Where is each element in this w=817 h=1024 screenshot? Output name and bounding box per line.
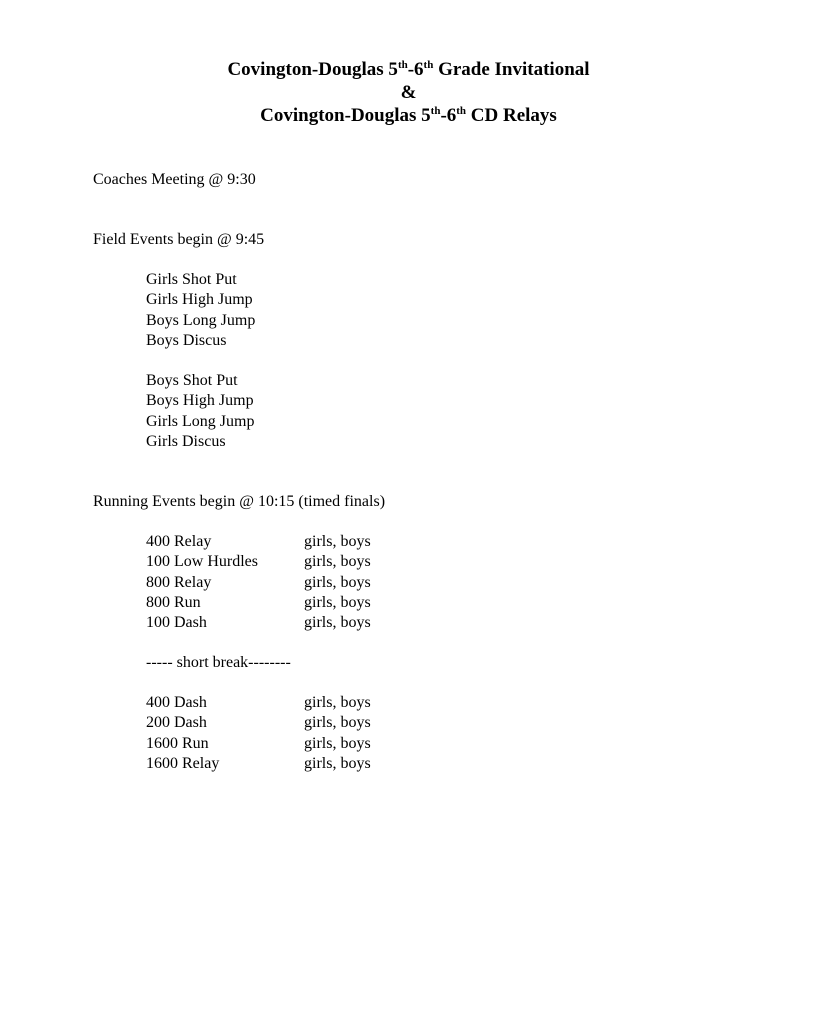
list-item bbox=[146, 573, 371, 593]
title-text: Covington-Douglas 5 bbox=[227, 59, 398, 80]
event-gender: girls, boys bbox=[304, 573, 371, 591]
list-item: Girls Shot Put bbox=[146, 271, 237, 288]
list-item bbox=[146, 552, 371, 572]
field-events-group-1 bbox=[146, 270, 255, 351]
event-gender: girls, boys bbox=[304, 614, 371, 632]
title-text: -6 bbox=[440, 105, 457, 126]
list-item bbox=[146, 593, 371, 613]
list-item bbox=[146, 713, 371, 733]
list-item: Boys Discus bbox=[146, 331, 227, 349]
list-item bbox=[146, 754, 371, 774]
event-gender: girls, boys bbox=[304, 553, 371, 571]
field-events-heading: Field Events begin @ 9:45 bbox=[93, 231, 265, 248]
list-item: Girls Discus bbox=[146, 432, 226, 450]
event-name: 800 Run bbox=[146, 593, 201, 611]
short-break-divider: ----- short break-------- bbox=[146, 654, 291, 671]
event-name: 100 Low Hurdles bbox=[146, 553, 258, 571]
superscript: th bbox=[430, 105, 441, 117]
event-gender: girls, boys bbox=[304, 754, 371, 772]
title-line-relays bbox=[0, 104, 817, 127]
running-events-heading: Running Events begin @ 10:15 (timed finals) bbox=[93, 493, 386, 510]
event-gender: girls, boys bbox=[304, 714, 371, 732]
list-item bbox=[146, 693, 371, 713]
running-events-group-2 bbox=[146, 693, 371, 774]
title-line-invitational bbox=[0, 58, 817, 81]
event-name: 200 Dash bbox=[146, 714, 207, 732]
event-gender: girls, boys bbox=[304, 593, 371, 611]
superscript: th bbox=[397, 59, 408, 71]
event-gender: girls, boys bbox=[304, 694, 371, 711]
list-item: Boys High Jump bbox=[146, 392, 254, 410]
document-title bbox=[0, 58, 817, 127]
coaches-meeting: Coaches Meeting @ 9:30 bbox=[93, 171, 256, 188]
title-text: Covington-Douglas 5 bbox=[260, 105, 431, 126]
list-item: Girls Long Jump bbox=[146, 412, 255, 430]
superscript: th bbox=[456, 105, 467, 117]
event-name: 1600 Run bbox=[146, 734, 209, 752]
title-text: CD Relays bbox=[466, 105, 557, 126]
event-name: 1600 Relay bbox=[146, 754, 220, 772]
list-item: Boys Long Jump bbox=[146, 311, 256, 329]
event-name: 100 Dash bbox=[146, 614, 207, 632]
running-events-group-1 bbox=[146, 532, 371, 633]
field-events-group-2 bbox=[146, 371, 254, 452]
list-item: Girls High Jump bbox=[146, 291, 253, 309]
title-text: -6 bbox=[407, 59, 424, 80]
superscript: th bbox=[423, 59, 434, 71]
list-item bbox=[146, 613, 371, 633]
list-item bbox=[146, 734, 371, 754]
title-text: Grade Invitational bbox=[433, 59, 590, 80]
list-item bbox=[146, 532, 371, 552]
event-gender: girls, boys bbox=[304, 533, 371, 550]
event-name: 400 Relay bbox=[146, 533, 212, 550]
event-name: 800 Relay bbox=[146, 573, 212, 591]
title-ampersand: & bbox=[400, 82, 417, 103]
list-item: Boys Shot Put bbox=[146, 372, 238, 389]
event-name: 400 Dash bbox=[146, 694, 207, 711]
event-gender: girls, boys bbox=[304, 734, 371, 752]
